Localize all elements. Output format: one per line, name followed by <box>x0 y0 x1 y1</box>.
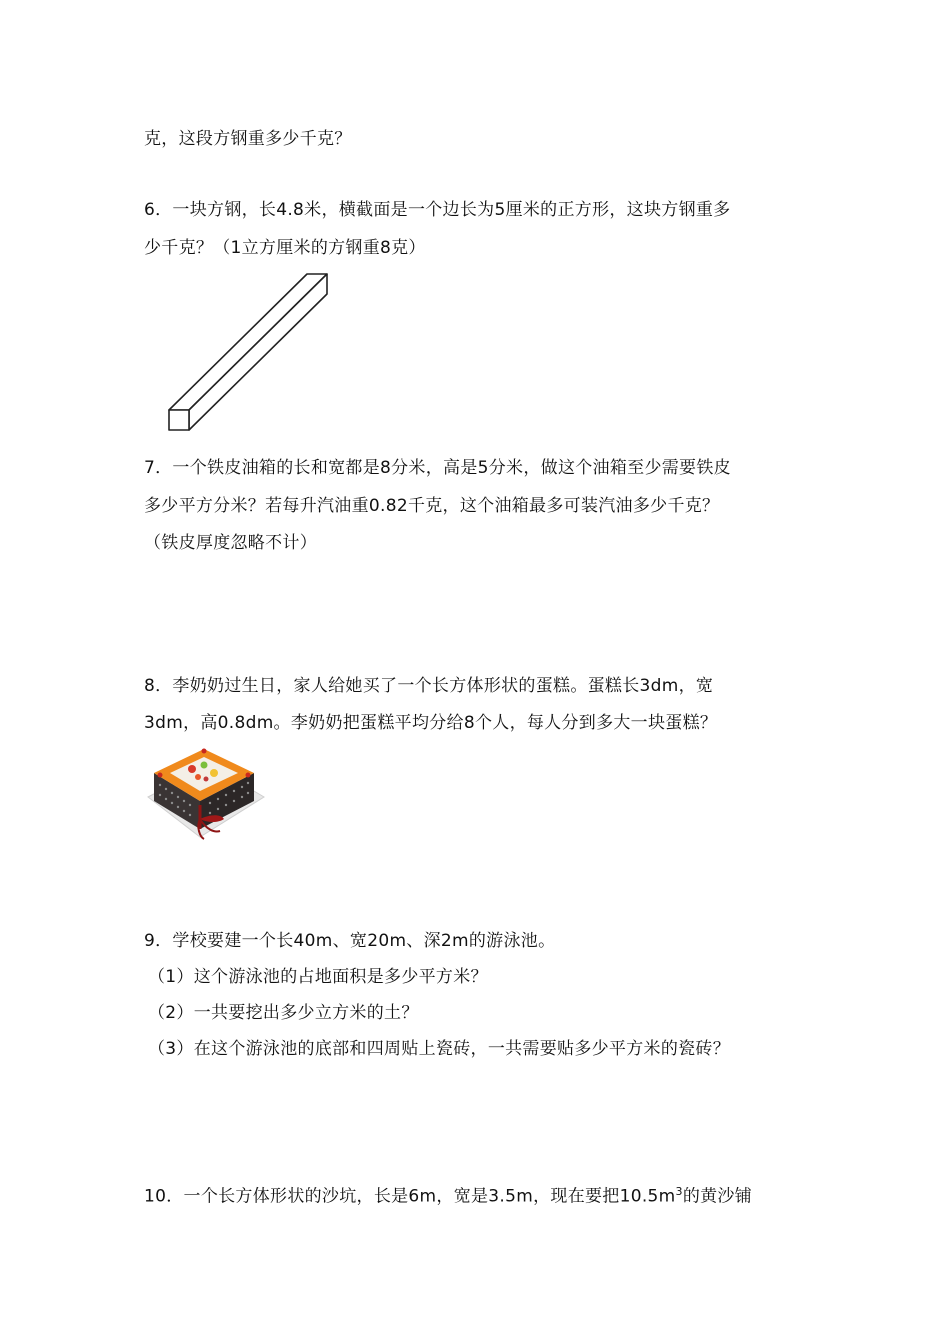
question-6-line-2: 少千克？（1立方厘米的方钢重8克） <box>144 238 426 258</box>
question-10-text-post: 的黄沙铺 <box>682 1186 753 1207</box>
question-10-line-1 <box>144 1180 752 1209</box>
question-9-line-1: 9．学校要建一个长40m、宽20m、深2m的游泳池。 <box>144 931 556 951</box>
question-9-part-2: （2）一共要挖出多少立方米的土？ <box>148 1003 419 1023</box>
question-8-line-2: 3dm，高0.8dm。李奶奶把蛋糕平均分给8个人，每人分到多大一块蛋糕？ <box>144 713 718 733</box>
question-8-line-1: 8．李奶奶过生日，家人给她买了一个长方体形状的蛋糕。蛋糕长3dm，宽 <box>144 676 714 696</box>
question-9-part-1: （1）这个游泳池的占地面积是多少平方米？ <box>148 967 488 987</box>
question-6-line-1: 6．一块方钢，长4.8米，横截面是一个边长为5厘米的正方形，这块方钢重多 <box>144 200 731 220</box>
cake-image <box>140 745 270 845</box>
question-7-line-3: （铁皮厚度忽略不计） <box>144 533 317 553</box>
question-7-line-1: 7．一个铁皮油箱的长和宽都是8分米，高是5分米，做这个油箱至少需要铁皮 <box>144 458 731 478</box>
question-9-part-3: （3）在这个游泳池的底部和四周贴上瓷砖，一共需要贴多少平方米的瓷砖？ <box>148 1039 731 1059</box>
question-7-line-2: 多少平方分米？若每升汽油重0.82千克，这个油箱最多可装汽油多少千克？ <box>144 496 720 516</box>
question-10-text-pre: 10．一个长方体形状的沙坑，长是6m，宽是3.5m，现在要把10.5m <box>144 1186 676 1207</box>
text-line: 克，这段方钢重多少千克？ <box>144 129 352 149</box>
cubic-superscript: 3 <box>675 1185 683 1198</box>
steel-bar-figure <box>165 270 335 435</box>
